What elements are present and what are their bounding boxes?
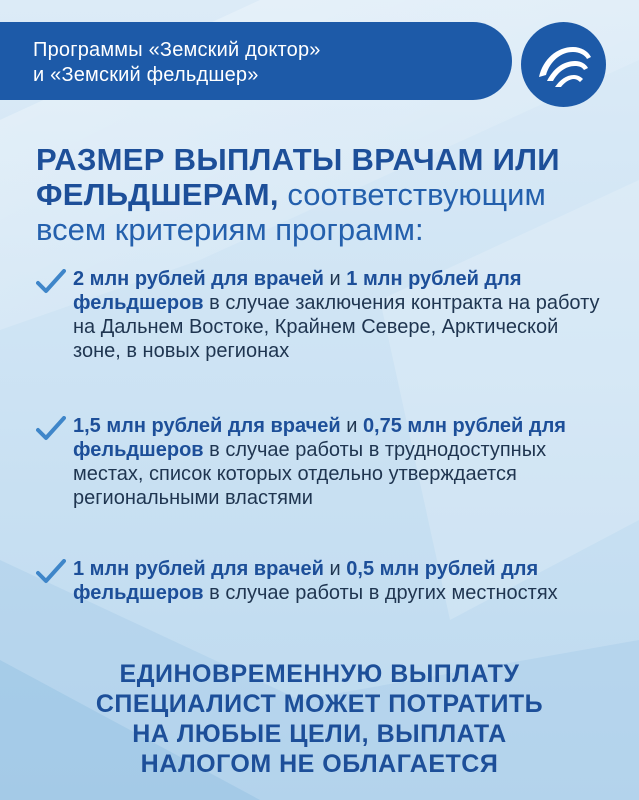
list-item <box>36 557 611 605</box>
footer-line-3: НА ЛЮБЫЕ ЦЕЛИ, ВЫПЛАТА <box>132 720 507 748</box>
item-1-text-2: в случае заключения контракта на работу на Дальнем Востоке, Крайнем Севере, Арктической зоне, в новых регионах <box>73 292 600 362</box>
item-1-bold-1: 2 млн рублей для врачей <box>73 268 324 290</box>
item-2-text-1: и <box>346 415 358 437</box>
header-line-1: Программы «Земский доктор» <box>33 39 321 61</box>
title-line-2-rest: соответствующим <box>287 177 546 212</box>
item-1-text-1: и <box>329 268 341 290</box>
item-3-bold-2: 0,5 млн рублей для фельдшеров <box>73 558 539 604</box>
programs-header-text <box>33 38 321 88</box>
check-icon <box>36 559 66 585</box>
item-1-bold-2: 1 млн рублей для фельдшеров <box>73 268 522 314</box>
bear-logo-icon <box>521 22 606 107</box>
page-title <box>36 142 616 247</box>
footer-line-2: СПЕЦИАЛИСТ МОЖЕТ ПОТРАТИТЬ <box>95 690 544 718</box>
footer-line-1: ЕДИНОВРЕМЕННУЮ ВЫПЛАТУ <box>119 660 520 688</box>
item-3-text-2: в случае работы в других местностях <box>209 582 558 604</box>
check-icon <box>36 269 66 295</box>
footer-line-4: НАЛОГОМ НЕ ОБЛАГАЕТСЯ <box>140 750 499 778</box>
item-3-text-1: и <box>329 558 341 580</box>
list-item <box>36 414 611 510</box>
item-2-bold-1: 1,5 млн рублей для врачей <box>73 415 341 437</box>
header-line-2: и «Земский фельдшер» <box>33 64 259 86</box>
check-icon <box>36 416 66 442</box>
title-line-2-bold: ФЕЛЬДШЕРАМ, <box>36 177 279 212</box>
title-line-1: РАЗМЕР ВЫПЛАТЫ ВРАЧАМ ИЛИ <box>36 142 560 177</box>
item-2-text-2: в случае работы в труднодоступных местах, список которых отдельно утверждается региональными властями <box>73 439 547 509</box>
programs-header-bar <box>0 22 512 100</box>
list-item <box>36 267 611 363</box>
footer-note <box>0 659 639 779</box>
item-2-bold-2: 0,75 млн рублей для фельдшеров <box>73 415 566 461</box>
title-line-3: всем критериям программ: <box>36 212 424 247</box>
item-3-bold-1: 1 млн рублей для врачей <box>73 558 324 580</box>
